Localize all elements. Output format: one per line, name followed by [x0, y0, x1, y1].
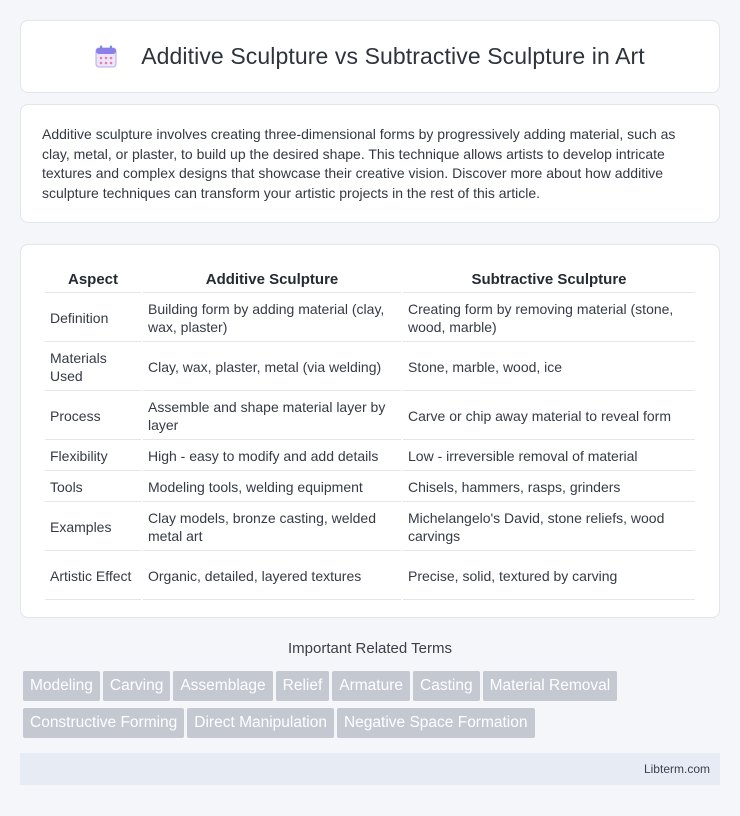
comparison-table: [43, 265, 697, 602]
tag-carving[interactable]: Carving: [103, 671, 170, 701]
cell-additive: High - easy to modify and add details: [143, 442, 401, 471]
related-terms-title: Important Related Terms: [288, 640, 452, 657]
tag-constructive-forming[interactable]: Constructive Forming: [23, 708, 184, 738]
comparison-card: [20, 244, 720, 618]
table-row: [45, 393, 695, 440]
tag-modeling[interactable]: Modeling: [23, 671, 100, 701]
cell-aspect: Artistic Effect: [45, 553, 141, 600]
table-header-row: [45, 267, 695, 293]
cell-additive: Clay, wax, plaster, metal (via welding): [143, 344, 401, 391]
table-row: [45, 442, 695, 471]
cell-aspect: Flexibility: [45, 442, 141, 471]
cell-subtractive: Precise, solid, textured by carving: [403, 553, 695, 600]
table-row: [45, 473, 695, 502]
footer-site-link[interactable]: Libterm.com: [643, 762, 710, 776]
tag-negative-space-formation[interactable]: Negative Space Formation: [337, 708, 535, 738]
cell-subtractive: Low - irreversible removal of material: [403, 442, 695, 471]
cell-additive: Building form by adding material (clay, wax, plaster): [143, 295, 401, 342]
intro-card: [20, 104, 720, 223]
cell-aspect: Process: [45, 393, 141, 440]
tag-armature[interactable]: Armature: [332, 671, 410, 701]
table-row: [45, 504, 695, 551]
footer: [20, 753, 720, 785]
cell-subtractive: Carve or chip away material to reveal form: [403, 393, 695, 440]
cell-aspect: Tools: [45, 473, 141, 502]
tag-direct-manipulation[interactable]: Direct Manipulation: [187, 708, 334, 738]
tag-relief[interactable]: Relief: [276, 671, 330, 701]
intro-text: Additive sculpture involves creating three-dimensional forms by progressively adding material, such as clay, metal, or plaster, to build up the desired shape. This technique allows artists to develop intricate textures and complex designs that showcase their creative vision. Discover more about how additive sculpture techniques can transform your artistic projects in the rest of this article.: [42, 126, 676, 201]
cell-additive: Clay models, bronze casting, welded metal art: [143, 504, 401, 551]
related-terms-list: [23, 671, 723, 745]
tag-assemblage[interactable]: Assemblage: [173, 671, 272, 701]
cell-subtractive: Michelangelo's David, stone reliefs, wood carvings: [403, 504, 695, 551]
cell-additive: Assemble and shape material layer by layer: [143, 393, 401, 440]
calendar-icon: [95, 45, 117, 69]
tag-casting[interactable]: Casting: [413, 671, 480, 701]
header-subtractive: Subtractive Sculpture: [403, 267, 695, 293]
header-aspect: Aspect: [45, 267, 141, 293]
cell-aspect: Materials Used: [45, 344, 141, 391]
cell-additive: Organic, detailed, layered textures: [143, 553, 401, 600]
cell-subtractive: Chisels, hammers, rasps, grinders: [403, 473, 695, 502]
table-row: [45, 295, 695, 342]
tag-material-removal[interactable]: Material Removal: [483, 671, 618, 701]
cell-aspect: Definition: [45, 295, 141, 342]
cell-subtractive: Stone, marble, wood, ice: [403, 344, 695, 391]
cell-subtractive: Creating form by removing material (stone, wood, marble): [403, 295, 695, 342]
header-card: [20, 20, 720, 93]
table-row: [45, 553, 695, 600]
header-additive: Additive Sculpture: [143, 267, 401, 293]
cell-additive: Modeling tools, welding equipment: [143, 473, 401, 502]
cell-aspect: Examples: [45, 504, 141, 551]
page-title: Additive Sculpture vs Subtractive Sculpture in Art: [141, 43, 645, 69]
table-row: [45, 344, 695, 391]
